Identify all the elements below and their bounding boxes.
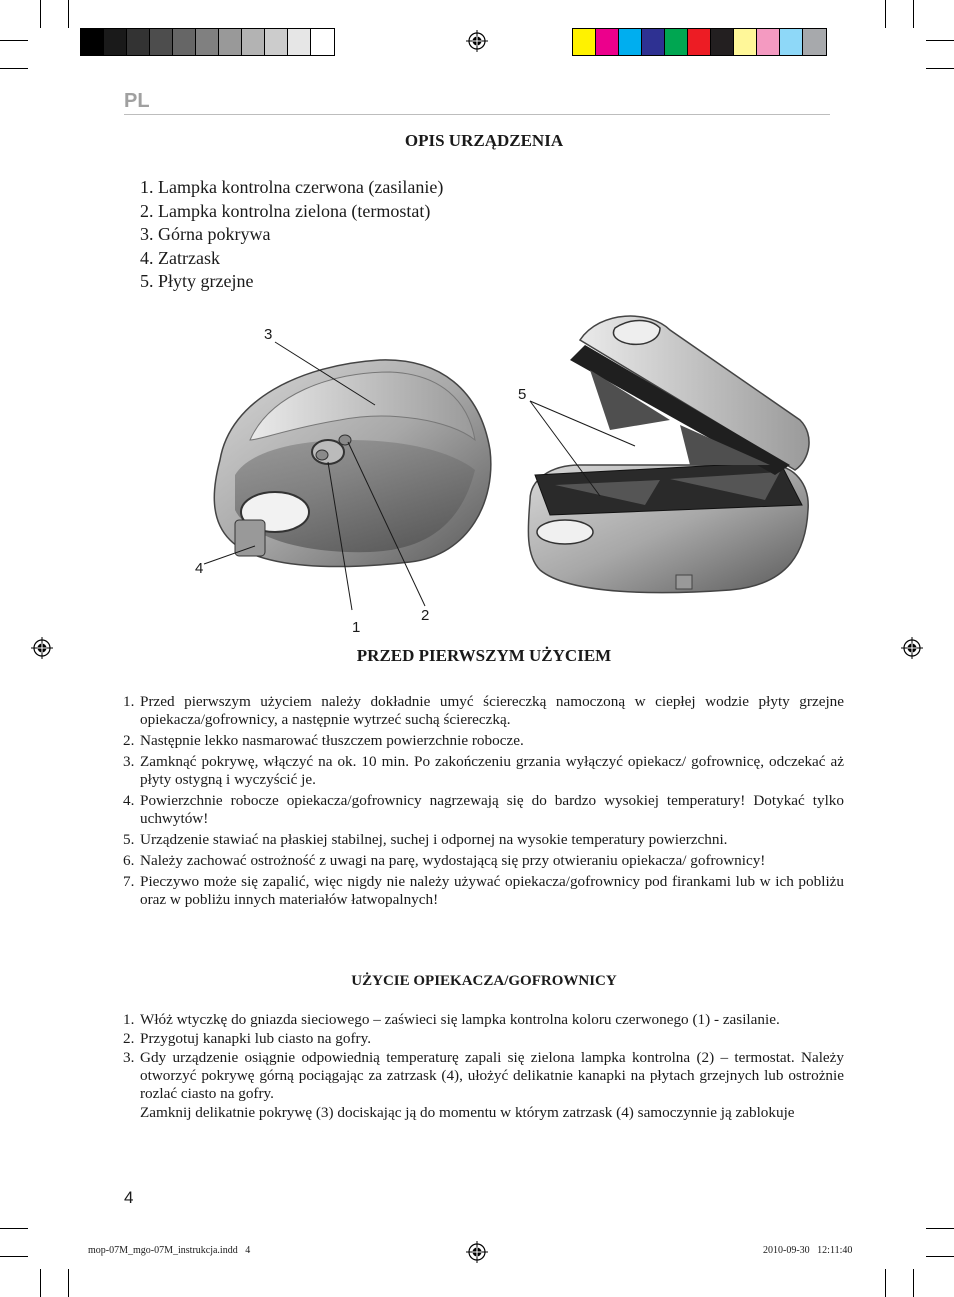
crop-mark [40,0,41,28]
before-use-instructions [123,693,844,912]
list-item: 3. Gdy urządzenie osiągnie odpowiednią temperaturę zapali się zielona lampka kontrolna (2) – termostat. Należy otworzyć pokrywę górną pociągając za zatrzask (4), ułożyć delikatnie kanapki na płytach grzejnych lub ostrożnie rozlać ciasto na gofry. [123,1049,844,1102]
crop-mark [0,1228,28,1229]
callout-label-2: 2 [421,607,430,624]
crop-mark [68,1269,69,1297]
crop-mark [926,1256,954,1257]
callout-label-1: 1 [352,619,361,636]
list-item: 5. Urządzenie stawiać na płaskiej stabilnej, suchej i odpornej na wysokie temperatury powierzchni. [123,831,728,848]
calibration-swatch [711,29,734,55]
calibration-swatch [803,29,826,55]
page-number: 4 [124,1188,134,1207]
crop-mark [885,0,886,28]
calibration-swatch [688,29,711,55]
list-item: 2. Przygotuj kanapki lub ciasto na gofry. [123,1030,371,1047]
calibration-swatch [196,29,219,55]
usage-instructions [123,1011,844,1125]
registration-mark-icon [466,30,488,52]
calibration-swatch [127,29,150,55]
calibration-swatch [173,29,196,55]
parts-list-item: 5. Płyty grzejne [140,271,254,291]
footer-timestamp: 2010-09-30 12:11:40 [763,1245,853,1256]
crop-mark [0,40,28,41]
calibration-swatch [265,29,288,55]
section-title-description: OPIS URZĄDZENIA [404,131,564,150]
calibration-swatch [734,29,757,55]
parts-list [140,176,443,294]
footer-filename: mop-07M_mgo-07M_instrukcja.indd 4 [88,1245,251,1256]
sandwich-maker-illustration [190,300,820,645]
list-item: 3. Zamknąć pokrywę, włączyć na ok. 10 min. Po zakończeniu grzania wyłączyć opiekacz/ gofrownicę, odczekać aż płyty ostygną i wyczyścić je. [123,753,844,788]
section-title-before-first-use: PRZED PIERWSZYM UŻYCIEM [356,646,612,665]
list-item: 7. Pieczywo może się zapalić, więc nigdy nie należy używać opiekacza/gofrownicy pod firankami lub w ich pobliżu oraz w pobliżu innych materiałów łatwopalnych! [123,873,844,908]
calibration-swatch [81,29,104,55]
crop-mark [0,1256,28,1257]
registration-mark-icon [466,1241,488,1263]
calibration-swatch [780,29,803,55]
calibration-swatch [596,29,619,55]
header-divider [124,114,830,115]
calibration-swatch [573,29,596,55]
list-item: 1. Przed pierwszym użyciem należy dokładnie umyć ściereczką namoczoną w ciepłej wodzie płyty grzejne opiekacza/gofrownicy, a następnie wytrzeć suchą ściereczką. [123,693,844,728]
parts-list-item: 3. Górna pokrywa [140,224,271,244]
calibration-swatch [242,29,265,55]
calibration-swatch [619,29,642,55]
callout-label-3: 3 [264,326,273,343]
callout-label-4: 4 [195,560,204,577]
calibration-swatch [288,29,311,55]
list-item: 6. Należy zachować ostrożność z uwagi na parę, wydostającą się przy otwieraniu opiekacza/ gofrownicy! [123,852,766,869]
calibration-swatch [150,29,173,55]
crop-mark [926,68,954,69]
callout-label-5: 5 [518,386,527,403]
list-item: Zamknij delikatnie pokrywę (3) dociskając ją do momentu w którym zatrzask (4) samoczynnie ją zablokuje [140,1104,795,1121]
calibration-swatch [104,29,127,55]
registration-mark-icon [901,637,923,659]
crop-mark [913,1269,914,1297]
section-title-usage: UŻYCIE OPIEKACZA/GOFROWNICY [351,973,617,989]
crop-mark [926,1228,954,1229]
calibration-swatch [311,29,334,55]
crop-mark [68,0,69,28]
list-item: 4. Powierzchnie robocze opiekacza/gofrownicy nagrzewają się do bardzo wysokiej temperatury! Dotykać tylko uchwytów! [123,792,844,827]
calibration-swatch [665,29,688,55]
crop-mark [913,0,914,28]
crop-mark [40,1269,41,1297]
parts-list-item: 1. Lampka kontrolna czerwona (zasilanie) [140,177,444,197]
list-item: 1. Włóż wtyczkę do gniazda sieciowego – zaświeci się lampka kontrolna koloru czerwonego (1) - zasilanie. [123,1011,780,1028]
calibration-swatch [757,29,780,55]
registration-mark-icon [31,637,53,659]
color-calibration-bar [572,28,827,56]
open-device [528,316,809,593]
crop-mark [885,1269,886,1297]
crop-mark [926,40,954,41]
language-code: PL [124,90,150,112]
list-item: 2. Następnie lekko nasmarować tłuszczem powierzchnie robocze. [123,732,524,749]
calibration-swatch [219,29,242,55]
crop-mark [0,68,28,69]
parts-list-item: 2. Lampka kontrolna zielona (termostat) [140,200,431,221]
calibration-swatch [642,29,665,55]
gray-calibration-bar [80,28,335,56]
parts-list-item: 4. Zatrzask [140,247,220,268]
